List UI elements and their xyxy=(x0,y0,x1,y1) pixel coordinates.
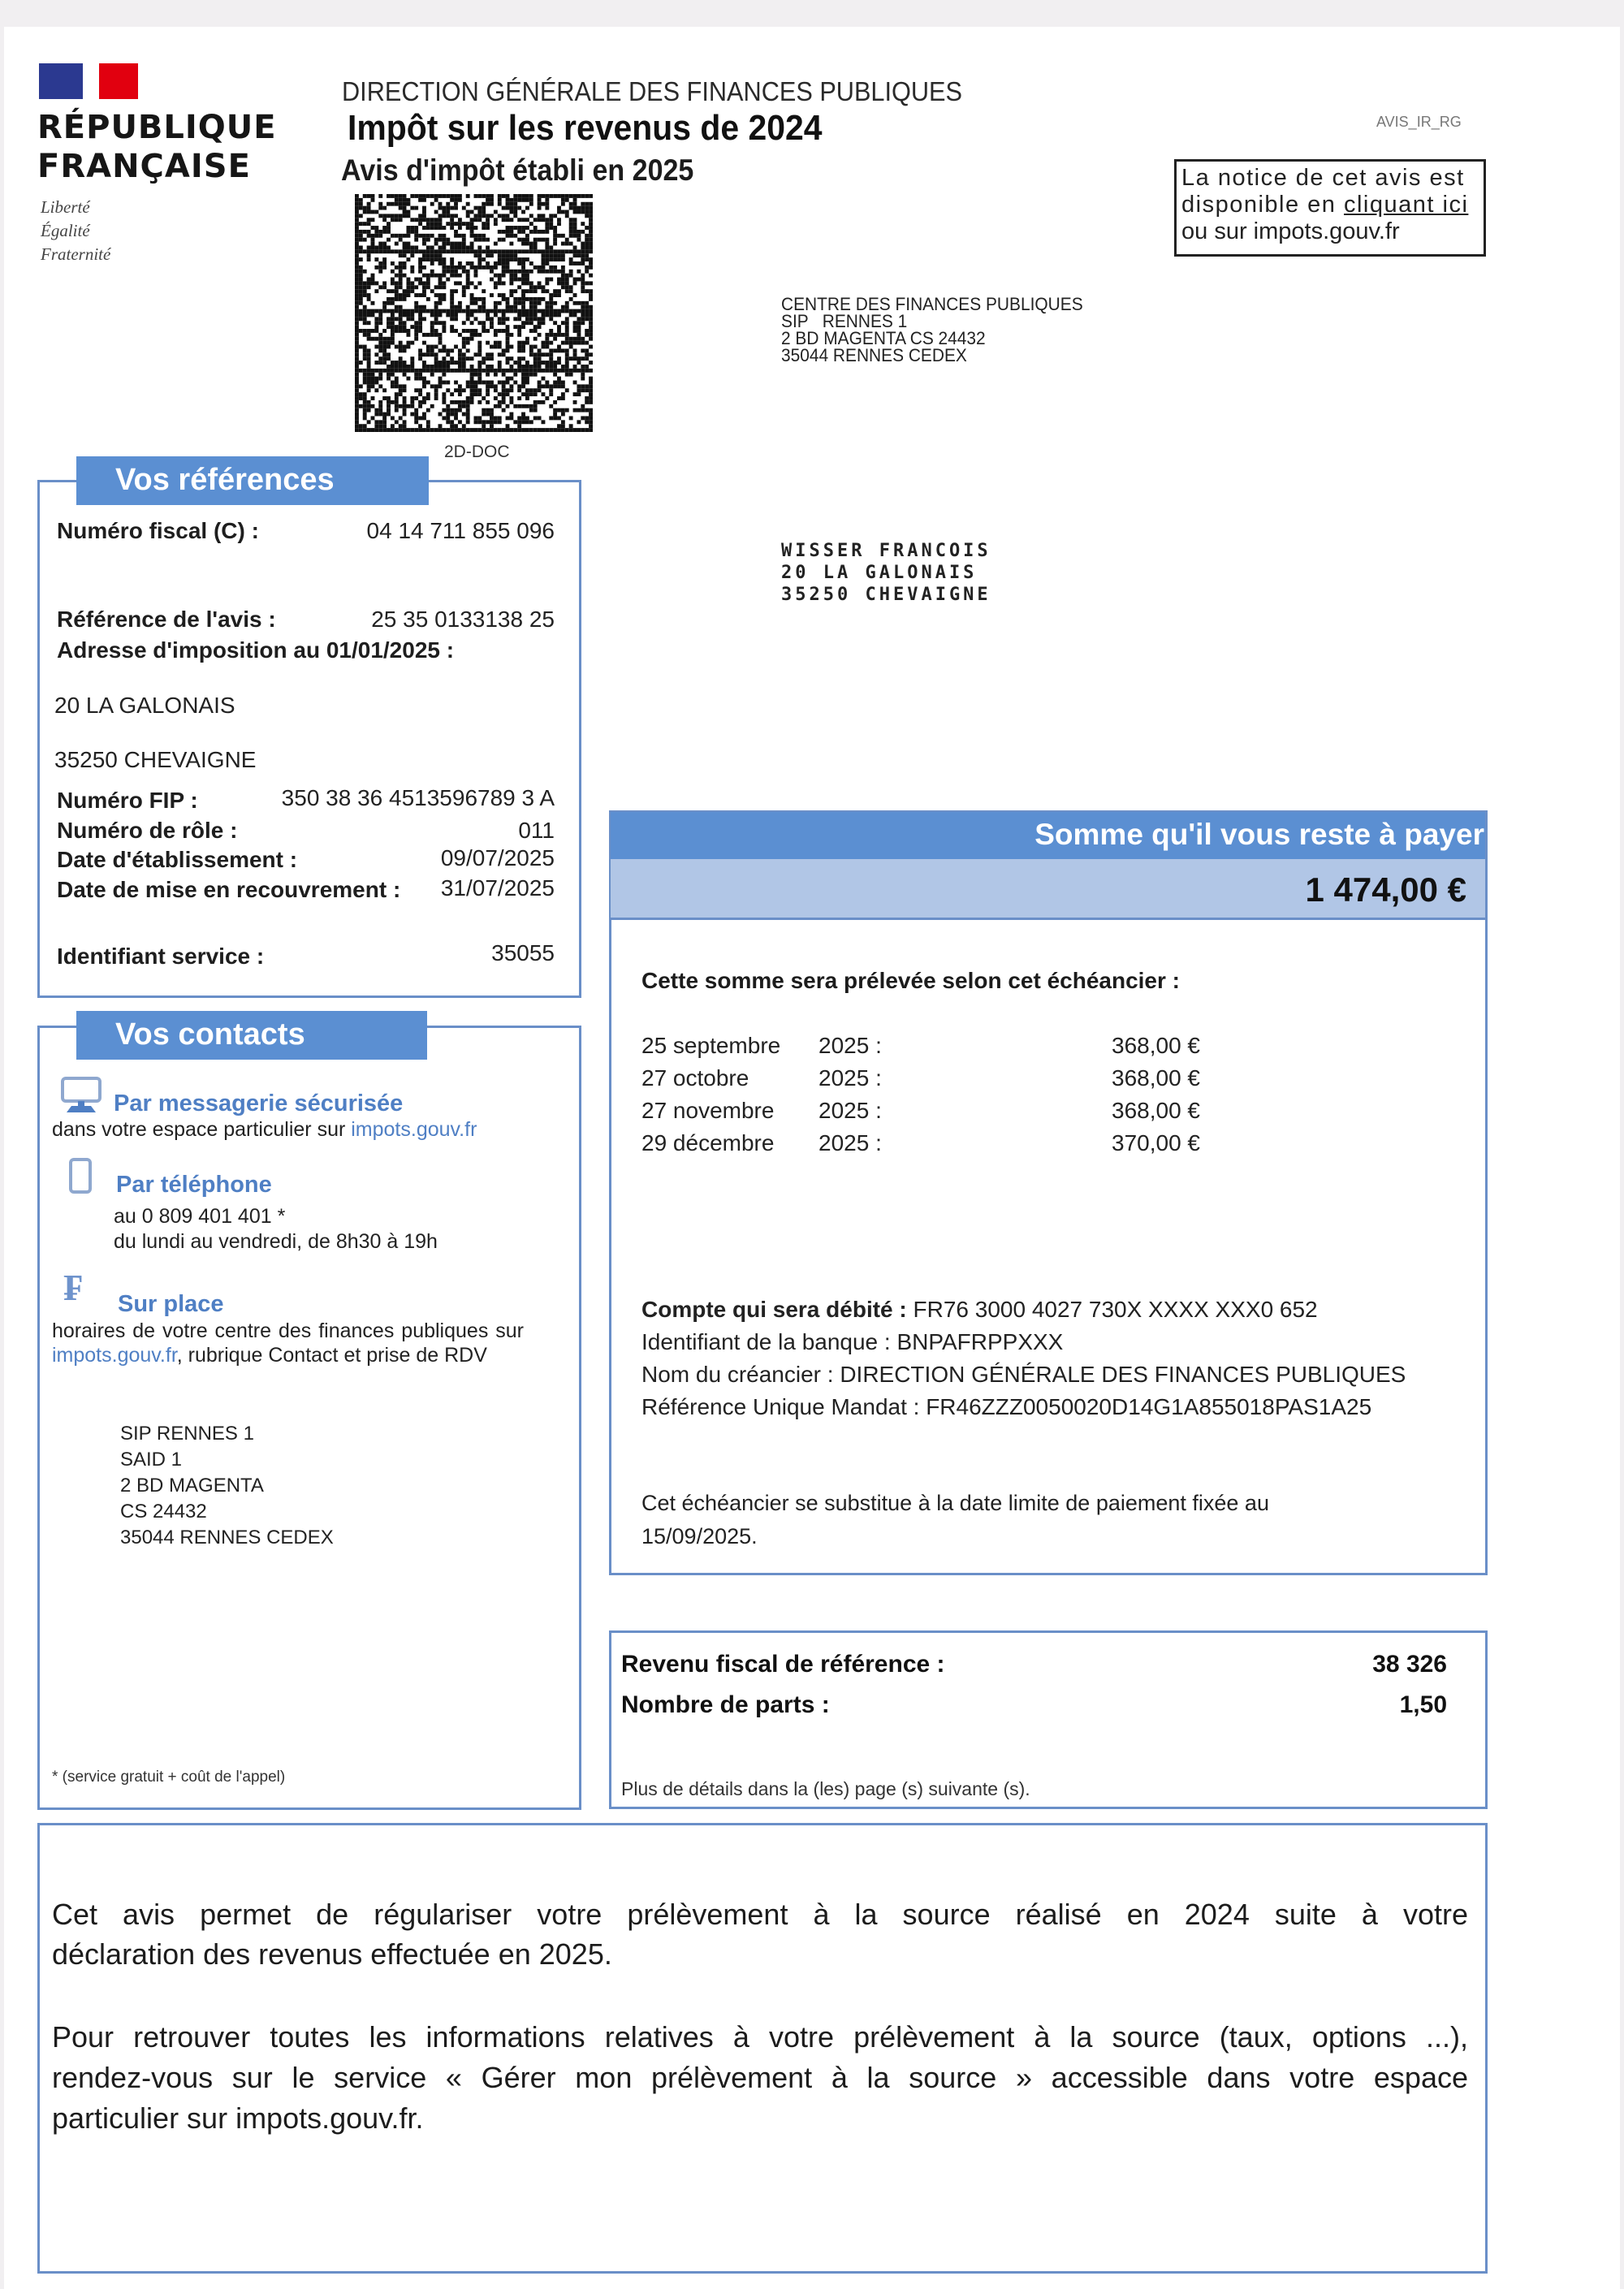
info-para2-line3: particulier sur impots.gouv.fr. xyxy=(52,2101,424,2135)
sur-place-desc: , rubrique Contact et prise de RDV xyxy=(176,1344,487,1367)
parts-value: 1,50 xyxy=(1399,1691,1447,1718)
sur-place-title: Sur place xyxy=(118,1291,224,1317)
compte-value: FR76 3000 4027 730X XXXX XXX0 652 xyxy=(906,1297,1318,1322)
compte-label: Compte qui sera débité : xyxy=(641,1297,907,1322)
schedule-intro: Cette somme sera prélevée selon cet échéancier : xyxy=(641,968,1181,993)
office-line: SIP RENNES 1 xyxy=(120,1423,254,1445)
schedule-year: 2025 : xyxy=(818,1130,882,1155)
numero-fiscal-value: 04 14 711 855 096 xyxy=(366,518,555,543)
rfr-label: Revenu fiscal de référence : xyxy=(621,1651,945,1678)
sur-place-text: horaires de votre centre des finances publiques sur xyxy=(52,1319,524,1342)
telephone-number: au 0 809 401 401 * xyxy=(114,1205,286,1228)
recipient-city: 35250 CHEVAIGNE xyxy=(781,585,991,605)
schedule-date: 27 octobre xyxy=(641,1065,749,1091)
reference-avis-label: Référence de l'avis : xyxy=(57,607,276,632)
adresse-imposition-label: Adresse d'imposition au 01/01/2025 : xyxy=(57,637,455,663)
notice-box xyxy=(1174,159,1486,257)
notice-line-1 xyxy=(1181,165,1479,192)
notice-text-3: ou sur impots.gouv.fr xyxy=(1181,218,1400,244)
footnote: * (service gratuit + coût de l'appel) xyxy=(52,1769,286,1786)
schedule-year: 2025 : xyxy=(818,1065,882,1091)
info-para2-line1: Pour retrouver toutes les informations relatives à votre prélèvement à la source (taux, options ...), xyxy=(52,2020,1468,2054)
identifiant-service-label: Identifiant service : xyxy=(57,944,265,969)
adresse-imposition-line2: 35250 CHEVAIGNE xyxy=(54,747,257,772)
notice-link[interactable]: cliquant ici xyxy=(1343,192,1469,218)
motto-fraternite: Fraternité xyxy=(41,244,111,264)
payment-amount: 1 474,00 € xyxy=(1305,870,1466,909)
info-para1-line1: Cet avis permet de régulariser votre prélèvement à la source réalisé en 2024 suite à votre xyxy=(52,1898,1468,1931)
schedule-year: 2025 : xyxy=(818,1098,882,1123)
numero-role-value: 011 xyxy=(518,818,555,843)
numero-fiscal-label: Numéro fiscal (C) : xyxy=(57,518,259,543)
info-para2-line2: rendez-vous sur le service « Gérer mon prélèvement à la source » accessible dans votre espace xyxy=(52,2061,1468,2094)
payment-box xyxy=(609,810,1488,1575)
form-code: AVIS_IR_RG xyxy=(1376,114,1462,130)
numero-role-label: Numéro de rôle : xyxy=(57,818,238,843)
2d-doc-barcode xyxy=(355,194,593,432)
agency-name: DIRECTION GÉNÉRALE DES FINANCES PUBLIQUES xyxy=(342,76,963,106)
messagerie-desc: dans votre espace particulier sur xyxy=(52,1118,352,1141)
references-box xyxy=(37,480,581,998)
schedule-date: 27 novembre xyxy=(641,1098,775,1123)
sender-line: SIP RENNES 1 xyxy=(781,311,908,331)
substitution-line-2: 15/09/2025. xyxy=(641,1524,758,1548)
substitution-line-1: Cet échéancier se substitue à la date limite de paiement fixée au xyxy=(641,1491,1269,1515)
banque-id: Identifiant de la banque : BNPAFRPPXXX xyxy=(641,1329,1064,1354)
page-title: Impôt sur les revenus de 2024 xyxy=(348,108,823,148)
references-title: Vos références xyxy=(76,456,429,505)
schedule-amount: 368,00 € xyxy=(1112,1065,1200,1091)
numero-fip-label: Numéro FIP : xyxy=(57,788,198,813)
messagerie-link[interactable]: impots.gouv.fr xyxy=(351,1118,477,1141)
office-address xyxy=(120,1421,334,1551)
rfr-value: 38 326 xyxy=(1372,1651,1447,1678)
date-etablissement-label: Date d'établissement : xyxy=(57,847,298,872)
messagerie-text xyxy=(52,1118,477,1142)
flag-blue-part xyxy=(39,63,83,99)
numero-fip-value: 350 38 36 4513596789 3 A xyxy=(281,785,555,810)
identifiant-service-value: 35055 xyxy=(491,940,555,965)
mandat-reference: Référence Unique Mandat : FR46ZZZ0050020D14G1A855018PAS1A25 xyxy=(641,1394,1372,1419)
notice-text-1: La notice de cet avis est xyxy=(1181,165,1465,191)
schedule-amount: 368,00 € xyxy=(1112,1033,1200,1058)
parts-label: Nombre de parts : xyxy=(621,1691,830,1718)
motto-egalite: Égalité xyxy=(41,221,90,240)
schedule-amount: 368,00 € xyxy=(1112,1098,1200,1123)
date-etablissement-value: 09/07/2025 xyxy=(440,845,555,870)
sur-place-link[interactable]: impots.gouv.fr xyxy=(52,1344,177,1367)
contacts-title: Vos contacts xyxy=(76,1011,427,1060)
creancier-name: Nom du créancier : DIRECTION GÉNÉRALE DES FINANCES PUBLIQUES xyxy=(641,1362,1406,1387)
schedule-amount: 370,00 € xyxy=(1112,1130,1200,1155)
monitor-icon xyxy=(60,1077,102,1114)
page-subtitle: Avis d'impôt établi en 2025 xyxy=(341,153,694,187)
info-para1-line2: déclaration des revenus effectuée en 2025. xyxy=(52,1937,612,1971)
sender-line: 2 BD MAGENTA CS 24432 xyxy=(781,328,986,348)
compte-row xyxy=(641,1297,1318,1323)
recipient-street: 20 LA GALONAIS xyxy=(781,563,978,583)
sender-line: CENTRE DES FINANCES PUBLIQUES xyxy=(781,294,1083,314)
franc-symbol-icon: ₣ xyxy=(63,1265,82,1309)
adresse-imposition-line1: 20 LA GALONAIS xyxy=(54,693,235,718)
flag-red-part xyxy=(99,63,138,99)
contacts-box xyxy=(37,1026,581,1810)
schedule-year: 2025 : xyxy=(818,1033,882,1058)
marianne-flag-logo xyxy=(39,63,138,99)
date-recouvrement-value: 31/07/2025 xyxy=(440,875,555,900)
reference-avis-value: 25 35 0133138 25 xyxy=(371,607,555,632)
payment-title: Somme qu'il vous reste à payer xyxy=(1034,818,1484,851)
motto-liberte: Liberté xyxy=(41,197,90,217)
francaise-label: FRANÇAISE xyxy=(37,148,251,185)
office-line: CS 24432 xyxy=(120,1501,207,1522)
sur-place-text-2 xyxy=(52,1344,487,1367)
schedule-date: 29 décembre xyxy=(641,1130,775,1155)
recipient-name: WISSER FRANCOIS xyxy=(781,541,991,561)
messagerie-title: Par messagerie sécurisée xyxy=(114,1091,404,1116)
notice-line-2 xyxy=(1181,192,1479,218)
telephone-hours: du lundi au vendredi, de 8h30 à 19h xyxy=(114,1230,438,1253)
republique-label: RÉPUBLIQUE xyxy=(37,109,277,146)
sender-address xyxy=(781,296,1083,364)
schedule-date: 25 septembre xyxy=(641,1033,781,1058)
barcode-label: 2D-DOC xyxy=(444,443,510,461)
phone-icon xyxy=(68,1157,93,1194)
recipient-address xyxy=(781,540,991,606)
office-line: SAID 1 xyxy=(120,1449,183,1471)
sender-line: 35044 RENNES CEDEX xyxy=(781,345,967,365)
office-line: 35044 RENNES CEDEX xyxy=(120,1527,334,1548)
notice-text-2: disponible en xyxy=(1181,192,1344,218)
date-recouvrement-label: Date de mise en recouvrement : xyxy=(57,877,401,902)
telephone-title: Par téléphone xyxy=(116,1172,272,1198)
office-line: 2 BD MAGENTA xyxy=(120,1475,264,1496)
details-note: Plus de détails dans la (les) page (s) suivante (s). xyxy=(621,1778,1030,1799)
